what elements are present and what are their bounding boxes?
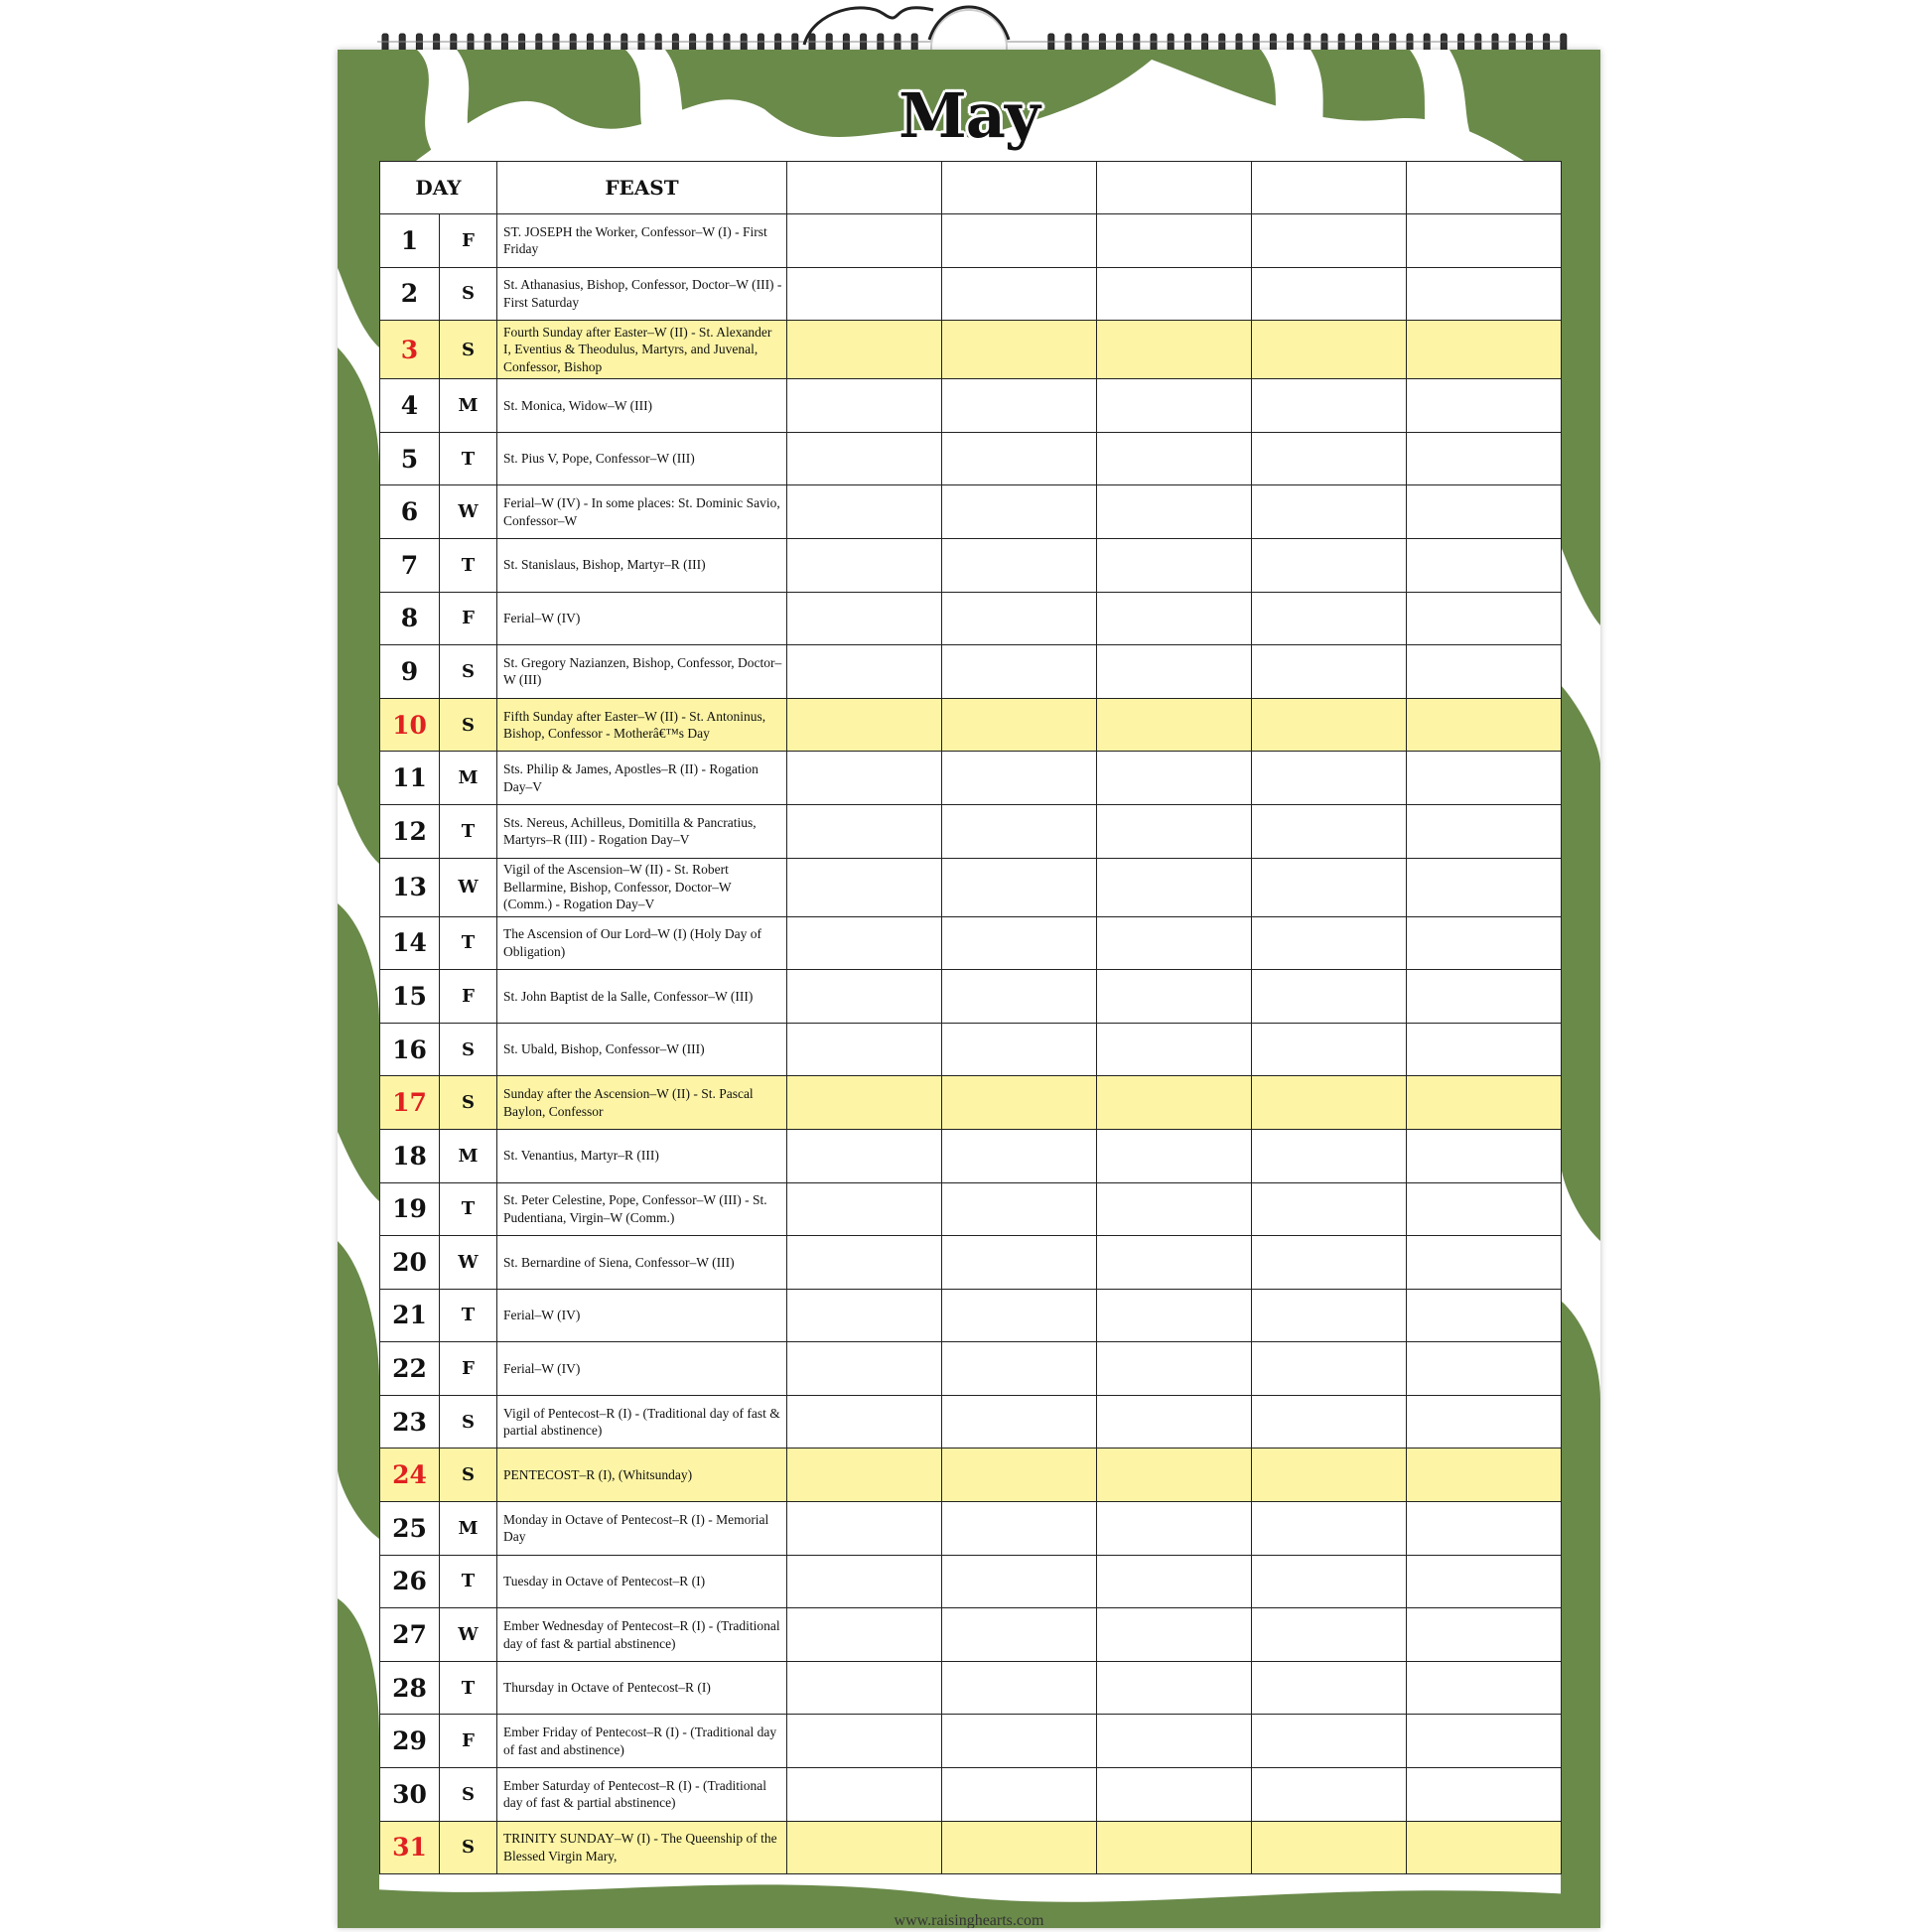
weekday-cell: M — [440, 1502, 497, 1556]
notes-cell[interactable] — [1407, 1555, 1562, 1608]
table-row — [380, 1236, 1562, 1290]
feast-cell: Monday in Octave of Pentecost–R (I) - Memorial Day — [497, 1502, 787, 1556]
notes-cell[interactable] — [1097, 1768, 1252, 1822]
notes-cell[interactable] — [1407, 1076, 1562, 1130]
date-cell: 20 — [380, 1236, 440, 1290]
notes-cell[interactable] — [787, 970, 942, 1024]
feast-cell: Sunday after the Ascension–W (II) - St. Pascal Baylon, Confessor — [497, 1076, 787, 1130]
notes-cell[interactable] — [942, 1289, 1097, 1342]
notes-cell[interactable] — [787, 1821, 942, 1874]
notes-cell[interactable] — [942, 1342, 1097, 1396]
notes-cell[interactable] — [1252, 970, 1407, 1024]
notes-cell[interactable] — [942, 804, 1097, 858]
table-row — [380, 485, 1562, 539]
notes-cell[interactable] — [787, 485, 942, 539]
feast-cell: Ferial–W (IV) — [497, 592, 787, 645]
table-row — [380, 1608, 1562, 1662]
notes-cell[interactable] — [787, 1129, 942, 1182]
notes-cell[interactable] — [942, 1821, 1097, 1874]
table-row — [380, 1023, 1562, 1076]
feast-cell: Fifth Sunday after Easter–W (II) - St. Antoninus, Bishop, Confessor - Motherâ€™s Day — [497, 698, 787, 752]
date-cell: 12 — [380, 804, 440, 858]
notes-cell[interactable] — [787, 698, 942, 752]
weekday-cell: F — [440, 970, 497, 1024]
notes-cell[interactable] — [787, 1555, 942, 1608]
notes-cell[interactable] — [787, 1608, 942, 1662]
notes-cell[interactable] — [942, 645, 1097, 699]
notes-cell[interactable] — [1097, 970, 1252, 1024]
date-cell: 15 — [380, 970, 440, 1024]
notes-cell[interactable] — [942, 214, 1097, 268]
notes-cell[interactable] — [1407, 1768, 1562, 1822]
notes-cell[interactable] — [942, 1236, 1097, 1290]
notes-cell[interactable] — [1252, 1502, 1407, 1556]
date-cell: 16 — [380, 1023, 440, 1076]
weekday-cell: S — [440, 1076, 497, 1130]
table-row — [380, 592, 1562, 645]
notes-cell[interactable] — [1097, 1555, 1252, 1608]
table-row — [380, 267, 1562, 321]
table-row — [380, 1768, 1562, 1822]
notes-cell[interactable] — [942, 485, 1097, 539]
notes-cell[interactable] — [1097, 538, 1252, 592]
notes-cell[interactable] — [787, 538, 942, 592]
notes-cell[interactable] — [1252, 1661, 1407, 1715]
notes-cell[interactable] — [1097, 645, 1252, 699]
date-cell: 8 — [380, 592, 440, 645]
weekday-cell: T — [440, 1661, 497, 1715]
feast-cell: Sts. Nereus, Achilleus, Domitilla & Pancratius, Martyrs–R (III) - Rogation Day–V — [497, 804, 787, 858]
weekday-cell: W — [440, 858, 497, 916]
notes-cell[interactable] — [1407, 1449, 1562, 1502]
notes-cell[interactable] — [1097, 1715, 1252, 1768]
notes-cell[interactable] — [942, 538, 1097, 592]
notes-cell[interactable] — [787, 1289, 942, 1342]
notes-cell[interactable] — [1407, 645, 1562, 699]
notes-cell[interactable] — [1252, 321, 1407, 379]
weekday-cell: M — [440, 1129, 497, 1182]
date-cell: 13 — [380, 858, 440, 916]
table-row — [380, 1715, 1562, 1768]
notes-cell[interactable] — [1097, 1608, 1252, 1662]
notes-cell[interactable] — [942, 1768, 1097, 1822]
weekday-cell: S — [440, 1023, 497, 1076]
notes-cell[interactable] — [942, 698, 1097, 752]
date-cell: 3 — [380, 321, 440, 379]
blank-column-header — [1252, 162, 1407, 214]
feast-cell: Thursday in Octave of Pentecost–R (I) — [497, 1661, 787, 1715]
notes-cell[interactable] — [1252, 698, 1407, 752]
notes-cell[interactable] — [1407, 267, 1562, 321]
notes-cell[interactable] — [1097, 592, 1252, 645]
weekday-cell: F — [440, 1715, 497, 1768]
weekday-cell: T — [440, 1182, 497, 1236]
notes-cell[interactable] — [1097, 1289, 1252, 1342]
notes-cell[interactable] — [1252, 1608, 1407, 1662]
table-row — [380, 645, 1562, 699]
weekday-cell: S — [440, 321, 497, 379]
feast-cell: The Ascension of Our Lord–W (I) (Holy Day of Obligation) — [497, 916, 787, 970]
table-row — [380, 1129, 1562, 1182]
feast-cell: St. John Baptist de la Salle, Confessor–W (III) — [497, 970, 787, 1024]
notes-cell[interactable] — [1097, 1821, 1252, 1874]
notes-cell[interactable] — [942, 1661, 1097, 1715]
date-cell: 29 — [380, 1715, 440, 1768]
table-row — [380, 698, 1562, 752]
notes-cell[interactable] — [942, 1395, 1097, 1449]
notes-cell[interactable] — [1097, 916, 1252, 970]
notes-cell[interactable] — [942, 1449, 1097, 1502]
notes-cell[interactable] — [942, 916, 1097, 970]
date-cell: 28 — [380, 1661, 440, 1715]
notes-cell[interactable] — [1097, 1449, 1252, 1502]
notes-cell[interactable] — [1097, 1182, 1252, 1236]
date-cell: 27 — [380, 1608, 440, 1662]
day-column-header: DAY — [380, 162, 497, 214]
blank-column-header — [787, 162, 942, 214]
weekday-cell: M — [440, 752, 497, 805]
feast-cell: Ferial–W (IV) — [497, 1289, 787, 1342]
notes-cell[interactable] — [1252, 916, 1407, 970]
notes-cell[interactable] — [1097, 1342, 1252, 1396]
notes-cell[interactable] — [1407, 538, 1562, 592]
notes-cell[interactable] — [1407, 379, 1562, 433]
notes-cell[interactable] — [787, 1076, 942, 1130]
notes-cell[interactable] — [1097, 1023, 1252, 1076]
feast-cell: ST. JOSEPH the Worker, Confessor–W (I) - First Friday — [497, 214, 787, 268]
feast-cell: St. Monica, Widow–W (III) — [497, 379, 787, 433]
notes-cell[interactable] — [1097, 752, 1252, 805]
notes-cell[interactable] — [1252, 858, 1407, 916]
notes-cell[interactable] — [1407, 214, 1562, 268]
notes-cell[interactable] — [1407, 321, 1562, 379]
notes-cell[interactable] — [1407, 1502, 1562, 1556]
table-row — [380, 752, 1562, 805]
notes-cell[interactable] — [1407, 1342, 1562, 1396]
weekday-cell: S — [440, 1449, 497, 1502]
notes-cell[interactable] — [1252, 1715, 1407, 1768]
notes-cell[interactable] — [942, 1129, 1097, 1182]
feast-cell: Ember Friday of Pentecost–R (I) - (Traditional day of fast and abstinence) — [497, 1715, 787, 1768]
date-cell: 24 — [380, 1449, 440, 1502]
notes-cell[interactable] — [1097, 379, 1252, 433]
calendar-page — [338, 50, 1600, 1928]
notes-cell[interactable] — [1252, 1182, 1407, 1236]
table-row — [380, 1342, 1562, 1396]
notes-cell[interactable] — [1407, 1715, 1562, 1768]
feast-cell: Ember Saturday of Pentecost–R (I) - (Traditional day of fast & partial abstinence) — [497, 1768, 787, 1822]
table-row — [380, 970, 1562, 1024]
feast-cell: Sts. Philip & James, Apostles–R (II) - Rogation Day–V — [497, 752, 787, 805]
feast-cell: St. Venantius, Martyr–R (III) — [497, 1129, 787, 1182]
weekday-cell: T — [440, 916, 497, 970]
notes-cell[interactable] — [787, 267, 942, 321]
weekday-cell: S — [440, 267, 497, 321]
date-cell: 1 — [380, 214, 440, 268]
date-cell: 19 — [380, 1182, 440, 1236]
table-row — [380, 1502, 1562, 1556]
blank-column-header — [942, 162, 1097, 214]
weekday-cell: F — [440, 214, 497, 268]
date-cell: 4 — [380, 379, 440, 433]
notes-cell[interactable] — [1407, 752, 1562, 805]
notes-cell[interactable] — [787, 1768, 942, 1822]
feast-cell: St. Stanislaus, Bishop, Martyr–R (III) — [497, 538, 787, 592]
weekday-cell: S — [440, 698, 497, 752]
notes-cell[interactable] — [1407, 592, 1562, 645]
table-row — [380, 1289, 1562, 1342]
weekday-cell: W — [440, 1608, 497, 1662]
notes-cell[interactable] — [1407, 1608, 1562, 1662]
weekday-cell: S — [440, 645, 497, 699]
notes-cell[interactable] — [942, 1076, 1097, 1130]
notes-cell[interactable] — [1252, 804, 1407, 858]
notes-cell[interactable] — [1097, 1129, 1252, 1182]
feast-cell: Ember Wednesday of Pentecost–R (I) - (Traditional day of fast & partial abstinence) — [497, 1608, 787, 1662]
notes-cell[interactable] — [1252, 267, 1407, 321]
notes-cell[interactable] — [1252, 1555, 1407, 1608]
notes-cell[interactable] — [787, 916, 942, 970]
notes-cell[interactable] — [1097, 267, 1252, 321]
date-cell: 22 — [380, 1342, 440, 1396]
feast-cell: PENTECOST–R (I), (Whitsunday) — [497, 1449, 787, 1502]
notes-cell[interactable] — [942, 432, 1097, 485]
date-cell: 14 — [380, 916, 440, 970]
notes-cell[interactable] — [1097, 1236, 1252, 1290]
notes-cell[interactable] — [1252, 379, 1407, 433]
feast-cell: Tuesday in Octave of Pentecost–R (I) — [497, 1555, 787, 1608]
date-cell: 9 — [380, 645, 440, 699]
date-cell: 31 — [380, 1821, 440, 1874]
notes-cell[interactable] — [1407, 1023, 1562, 1076]
notes-cell[interactable] — [1407, 1129, 1562, 1182]
notes-cell[interactable] — [1097, 804, 1252, 858]
notes-cell[interactable] — [1097, 698, 1252, 752]
notes-cell[interactable] — [1252, 1129, 1407, 1182]
date-cell: 25 — [380, 1502, 440, 1556]
notes-cell[interactable] — [787, 1182, 942, 1236]
notes-cell[interactable] — [787, 1342, 942, 1396]
weekday-cell: T — [440, 1289, 497, 1342]
notes-cell[interactable] — [1252, 1821, 1407, 1874]
notes-cell[interactable] — [787, 804, 942, 858]
notes-cell[interactable] — [1252, 1395, 1407, 1449]
notes-cell[interactable] — [1407, 916, 1562, 970]
notes-cell[interactable] — [942, 752, 1097, 805]
notes-cell[interactable] — [1252, 1449, 1407, 1502]
feast-cell: St. Bernardine of Siena, Confessor–W (III) — [497, 1236, 787, 1290]
date-cell: 26 — [380, 1555, 440, 1608]
weekday-cell: F — [440, 1342, 497, 1396]
feast-cell: St. Ubald, Bishop, Confessor–W (III) — [497, 1023, 787, 1076]
notes-cell[interactable] — [1252, 1289, 1407, 1342]
notes-cell[interactable] — [942, 1182, 1097, 1236]
table-row — [380, 321, 1562, 379]
notes-cell[interactable] — [787, 379, 942, 433]
date-cell: 2 — [380, 267, 440, 321]
date-cell: 10 — [380, 698, 440, 752]
notes-cell[interactable] — [942, 1715, 1097, 1768]
date-cell: 23 — [380, 1395, 440, 1449]
weekday-cell: S — [440, 1395, 497, 1449]
notes-cell[interactable] — [1407, 1821, 1562, 1874]
table-row — [380, 1076, 1562, 1130]
notes-cell[interactable] — [1097, 1395, 1252, 1449]
notes-cell[interactable] — [1407, 432, 1562, 485]
month-title: May — [898, 79, 1039, 152]
notes-cell[interactable] — [1407, 1289, 1562, 1342]
notes-cell[interactable] — [1252, 1076, 1407, 1130]
notes-cell[interactable] — [787, 432, 942, 485]
weekday-cell: S — [440, 1768, 497, 1822]
notes-cell[interactable] — [787, 1715, 942, 1768]
feast-cell: Vigil of the Ascension–W (II) - St. Robert Bellarmine, Bishop, Confessor, Doctor–W (Comm.) - Rogation Day–V — [497, 858, 787, 916]
notes-cell[interactable] — [1407, 1661, 1562, 1715]
feast-cell: St. Peter Celestine, Pope, Confessor–W (III) - St. Pudentiana, Virgin–W (Comm.) — [497, 1182, 787, 1236]
date-cell: 21 — [380, 1289, 440, 1342]
notes-cell[interactable] — [1407, 804, 1562, 858]
notes-cell[interactable] — [1097, 485, 1252, 539]
blank-column-header — [1407, 162, 1562, 214]
notes-cell[interactable] — [1407, 1395, 1562, 1449]
table-row — [380, 1182, 1562, 1236]
notes-cell[interactable] — [787, 1449, 942, 1502]
weekday-cell: W — [440, 485, 497, 539]
date-cell: 6 — [380, 485, 440, 539]
table-row — [380, 1395, 1562, 1449]
table-row — [380, 214, 1562, 268]
date-cell: 7 — [380, 538, 440, 592]
weekday-cell: T — [440, 432, 497, 485]
table-row — [380, 538, 1562, 592]
notes-cell[interactable] — [942, 858, 1097, 916]
notes-cell[interactable] — [787, 592, 942, 645]
notes-cell[interactable] — [787, 1395, 942, 1449]
feast-cell: Fourth Sunday after Easter–W (II) - St. Alexander I, Eventius & Theodulus, Martyrs, and Juvenal, Confessor, Bishop — [497, 321, 787, 379]
weekday-cell: M — [440, 379, 497, 433]
footer-url: www.raisinghearts.com — [894, 1912, 1044, 1928]
notes-cell[interactable] — [1407, 1182, 1562, 1236]
table-row — [380, 858, 1562, 916]
weekday-cell: W — [440, 1236, 497, 1290]
table-header-row — [380, 162, 1562, 214]
notes-cell[interactable] — [942, 267, 1097, 321]
notes-cell[interactable] — [787, 1502, 942, 1556]
feast-cell: Vigil of Pentecost–R (I) - (Traditional day of fast & partial abstinence) — [497, 1395, 787, 1449]
notes-cell[interactable] — [942, 1555, 1097, 1608]
notes-cell[interactable] — [942, 970, 1097, 1024]
notes-cell[interactable] — [787, 1023, 942, 1076]
weekday-cell: T — [440, 1555, 497, 1608]
date-cell: 5 — [380, 432, 440, 485]
notes-cell[interactable] — [1252, 432, 1407, 485]
table-row — [380, 379, 1562, 433]
feast-cell: Ferial–W (IV) - In some places: St. Dominic Savio, Confessor–W — [497, 485, 787, 539]
notes-cell[interactable] — [1252, 1768, 1407, 1822]
notes-cell[interactable] — [1252, 214, 1407, 268]
blank-column-header — [1097, 162, 1252, 214]
notes-cell[interactable] — [1252, 1236, 1407, 1290]
feast-cell: TRINITY SUNDAY–W (I) - The Queenship of the Blessed Virgin Mary, — [497, 1821, 787, 1874]
notes-cell[interactable] — [1407, 485, 1562, 539]
date-cell: 18 — [380, 1129, 440, 1182]
notes-cell[interactable] — [1097, 214, 1252, 268]
notes-cell[interactable] — [942, 1502, 1097, 1556]
notes-cell[interactable] — [1252, 485, 1407, 539]
feast-cell: Ferial–W (IV) — [497, 1342, 787, 1396]
notes-cell[interactable] — [787, 321, 942, 379]
notes-cell[interactable] — [1097, 1502, 1252, 1556]
table-row — [380, 916, 1562, 970]
weekday-cell: F — [440, 592, 497, 645]
table-row — [380, 432, 1562, 485]
notes-cell[interactable] — [942, 379, 1097, 433]
planner-table — [379, 161, 1562, 1874]
notes-cell[interactable] — [787, 752, 942, 805]
notes-cell[interactable] — [942, 1023, 1097, 1076]
notes-cell[interactable] — [787, 645, 942, 699]
notes-cell[interactable] — [1252, 1023, 1407, 1076]
notes-cell[interactable] — [942, 321, 1097, 379]
notes-cell[interactable] — [1097, 432, 1252, 485]
notes-cell[interactable] — [1097, 858, 1252, 916]
notes-cell[interactable] — [942, 1608, 1097, 1662]
table-row — [380, 1661, 1562, 1715]
feast-cell: St. Pius V, Pope, Confessor–W (III) — [497, 432, 787, 485]
notes-cell[interactable] — [1407, 970, 1562, 1024]
weekday-cell: T — [440, 538, 497, 592]
notes-cell[interactable] — [787, 214, 942, 268]
table-row — [380, 1449, 1562, 1502]
notes-cell[interactable] — [1407, 698, 1562, 752]
weekday-cell: S — [440, 1821, 497, 1874]
notes-cell[interactable] — [787, 1661, 942, 1715]
notes-cell[interactable] — [1252, 538, 1407, 592]
notes-cell[interactable] — [1097, 1661, 1252, 1715]
notes-cell[interactable] — [787, 1236, 942, 1290]
date-cell: 17 — [380, 1076, 440, 1130]
date-cell: 30 — [380, 1768, 440, 1822]
notes-cell[interactable] — [1407, 1236, 1562, 1290]
weekday-cell: T — [440, 804, 497, 858]
table-row — [380, 1821, 1562, 1874]
notes-cell[interactable] — [1252, 752, 1407, 805]
feast-cell: St. Athanasius, Bishop, Confessor, Doctor–W (III) - First Saturday — [497, 267, 787, 321]
notes-cell[interactable] — [1252, 1342, 1407, 1396]
notes-cell[interactable] — [1407, 858, 1562, 916]
notes-cell[interactable] — [1097, 321, 1252, 379]
notes-cell[interactable] — [1097, 1076, 1252, 1130]
feast-cell: St. Gregory Nazianzen, Bishop, Confessor, Doctor–W (III) — [497, 645, 787, 699]
table-row — [380, 1555, 1562, 1608]
table-row — [380, 804, 1562, 858]
feast-column-header: FEAST — [497, 162, 787, 214]
notes-cell[interactable] — [942, 592, 1097, 645]
notes-cell[interactable] — [1252, 645, 1407, 699]
date-cell: 11 — [380, 752, 440, 805]
notes-cell[interactable] — [787, 858, 942, 916]
notes-cell[interactable] — [1252, 592, 1407, 645]
